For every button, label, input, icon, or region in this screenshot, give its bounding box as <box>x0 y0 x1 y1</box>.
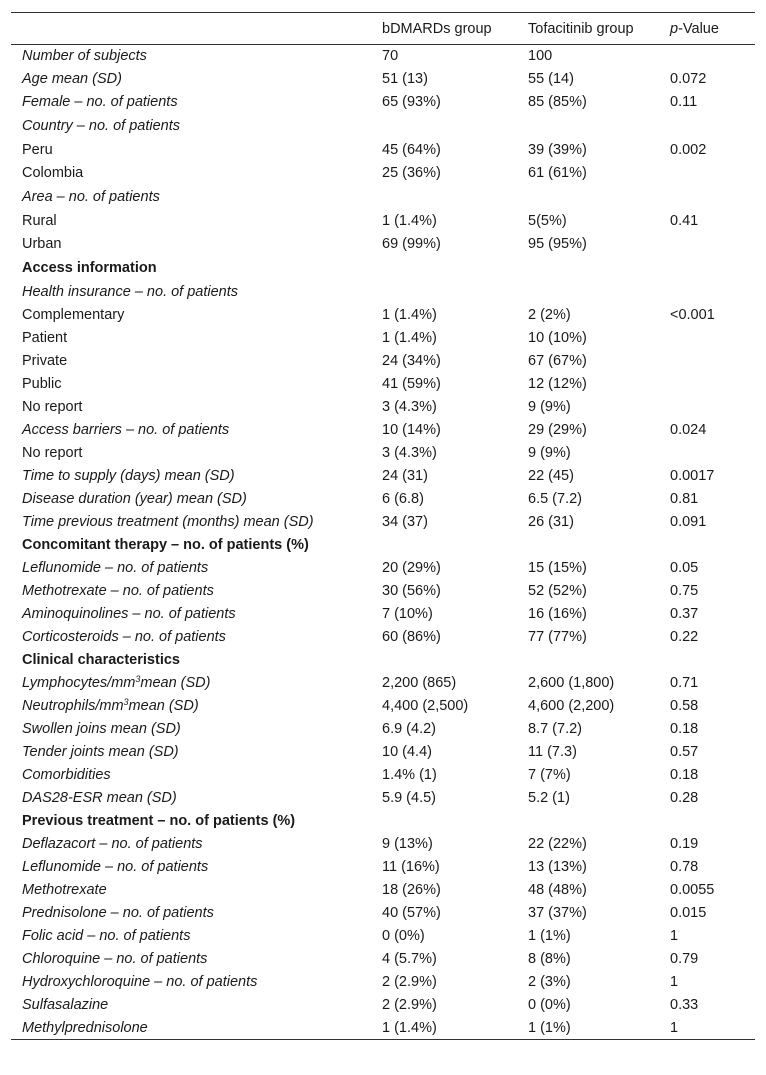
p-value <box>658 185 755 210</box>
p-value <box>658 114 755 139</box>
p-value: 1 <box>670 928 679 944</box>
row-label: Corticosteroids – no. of patients <box>22 629 226 645</box>
p-value <box>658 442 755 465</box>
tofacitinib-value: 15 (15%) <box>528 560 587 576</box>
tofacitinib-value: 13 (13%) <box>528 859 587 875</box>
row-label: No report <box>22 445 83 461</box>
header-tofacitinib-group: Tofacitinib group <box>528 20 634 37</box>
bdmards-value: 2 (2.9%) <box>382 997 437 1013</box>
bdmards-value: 20 (29%) <box>382 560 441 576</box>
bdmards-value <box>370 534 516 557</box>
row-label: Age mean (SD) <box>22 71 122 87</box>
bdmards-value: 7 (10%) <box>382 606 433 622</box>
table-container <box>11 12 755 1040</box>
table-row <box>11 1017 755 1040</box>
bdmards-value: 9 (13%) <box>382 836 433 852</box>
p-value: 1 <box>670 1019 679 1036</box>
p-value <box>658 162 755 185</box>
header-p-value: p-Value <box>670 20 719 37</box>
row-label: Tender joints mean (SD) <box>22 744 179 760</box>
row-label: Access barriers – no. of patients <box>22 422 230 438</box>
bdmards-value <box>370 256 516 281</box>
tofacitinib-value: 12 (12%) <box>528 376 587 392</box>
table-row <box>11 672 755 695</box>
p-value: 0.33 <box>670 997 699 1013</box>
p-value: 0.072 <box>670 71 707 87</box>
bdmards-value: 1 (1.4%) <box>382 307 437 323</box>
row-label: Lymphocytes/$mm^3mean$ (SD) <box>22 674 211 691</box>
bdmards-value: 41 (59%) <box>382 376 441 392</box>
tofacitinib-value: 2,600 (1,800) <box>528 675 615 691</box>
bdmards-value: 0 (0%) <box>382 928 425 944</box>
p-value: 0.05 <box>670 560 699 576</box>
tofacitinib-value: 26 (31) <box>528 514 574 530</box>
header-label-column <box>11 13 370 45</box>
table-row <box>11 281 755 304</box>
bdmards-value: 18 (26%) <box>382 882 441 898</box>
bdmards-value: 10 (14%) <box>382 422 441 438</box>
tofacitinib-value: 5(5%) <box>528 213 567 229</box>
bdmards-value: 3 (4.3%) <box>382 445 437 461</box>
p-value: 0.11 <box>670 94 698 110</box>
table-row <box>11 787 755 810</box>
p-value: 0.71 <box>670 675 699 691</box>
bdmards-value: 24 (31) <box>382 468 428 484</box>
table-row <box>11 810 755 833</box>
bdmards-value: 30 (56%) <box>382 583 441 599</box>
table-row <box>11 210 755 233</box>
row-label: Leflunomide – no. of patients <box>22 859 209 875</box>
p-value: 0.002 <box>670 142 707 158</box>
p-value <box>658 373 755 396</box>
table-row <box>11 488 755 511</box>
p-value: 0.37 <box>670 606 699 622</box>
tofacitinib-value: 1 (1%) <box>528 1019 571 1036</box>
bdmards-value: 25 (36%) <box>382 165 441 181</box>
row-label: Peru <box>22 142 53 158</box>
tofacitinib-value: 55 (14) <box>528 71 574 87</box>
p-value: 0.0055 <box>670 882 715 898</box>
tofacitinib-value: 8 (8%) <box>528 951 571 967</box>
p-value: 0.78 <box>670 859 699 875</box>
table-row <box>11 856 755 879</box>
table-row <box>11 833 755 856</box>
tofacitinib-value: 16 (16%) <box>528 606 587 622</box>
p-value: 0.75 <box>670 583 699 599</box>
row-label: Country – no. of patients <box>22 118 180 134</box>
tofacitinib-value <box>516 649 658 672</box>
table-row <box>11 948 755 971</box>
row-label: Previous treatment – no. of patients (%) <box>22 813 296 829</box>
tofacitinib-value: 11 (7.3) <box>528 744 577 760</box>
tofacitinib-value <box>516 114 658 139</box>
tofacitinib-value <box>516 534 658 557</box>
row-label: Methotrexate – no. of patients <box>22 583 214 599</box>
table-row <box>11 396 755 419</box>
p-value: 0.22 <box>670 629 699 645</box>
table-row <box>11 557 755 580</box>
tofacitinib-value: 0 (0%) <box>528 997 571 1013</box>
table-row <box>11 971 755 994</box>
p-value: 0.0017 <box>670 468 715 484</box>
p-value: 0.024 <box>670 422 707 438</box>
table-row <box>11 114 755 139</box>
row-label: Health insurance – no. of patients <box>22 284 239 300</box>
p-value: 0.81 <box>670 491 699 507</box>
tofacitinib-value: 85 (85%) <box>528 94 587 110</box>
tofacitinib-value: 77 (77%) <box>528 629 587 645</box>
p-value <box>658 810 755 833</box>
table-row <box>11 879 755 902</box>
table-row <box>11 139 755 162</box>
tofacitinib-value: 39 (39%) <box>528 142 587 158</box>
p-value: 0.79 <box>670 951 699 967</box>
row-label: Swollen joins mean (SD) <box>22 721 181 737</box>
tofacitinib-value: 48 (48%) <box>528 882 587 898</box>
row-label: Leflunomide – no. of patients <box>22 560 209 576</box>
tofacitinib-value: 9 (9%) <box>528 399 571 415</box>
table-body <box>11 45 755 1040</box>
bdmards-value: 70 <box>382 48 399 65</box>
tofacitinib-value: 22 (45) <box>528 468 574 484</box>
tofacitinib-value: 95 (95%) <box>528 236 587 252</box>
p-value: 0.19 <box>670 836 699 852</box>
p-value: 0.57 <box>670 744 699 760</box>
tofacitinib-value: 1 (1%) <box>528 928 571 944</box>
tofacitinib-value: 10 (10%) <box>528 330 587 346</box>
row-label: DAS28-ESR mean (SD) <box>22 790 177 806</box>
header-bdmards-group: bDMARDs group <box>382 20 492 37</box>
p-value <box>658 350 755 373</box>
bdmards-value: 45 (64%) <box>382 142 441 158</box>
bdmards-value <box>370 810 516 833</box>
table-row <box>11 534 755 557</box>
bdmards-value <box>370 281 516 304</box>
tofacitinib-value: 8.7 (7.2) <box>528 721 582 737</box>
table-row <box>11 68 755 91</box>
p-value: 0.58 <box>670 698 699 714</box>
bdmards-value: 34 (37) <box>382 514 428 530</box>
tofacitinib-value: 7 (7%) <box>528 767 571 783</box>
p-value: 0.28 <box>670 790 699 806</box>
tofacitinib-value <box>516 810 658 833</box>
row-label: Neutrophils/$mm^3mean$ (SD) <box>22 697 199 714</box>
row-label: Colombia <box>22 165 84 181</box>
row-label: Rural <box>22 213 57 229</box>
bdmards-value: 5.9 (4.5) <box>382 790 436 806</box>
bdmards-value: 51 (13) <box>382 71 428 87</box>
row-label: Hydroxychloroquine – no. of patients <box>22 974 258 990</box>
p-value: 0.091 <box>670 514 707 530</box>
tofacitinib-value: 22 (22%) <box>528 836 587 852</box>
row-label: Aminoquinolines – no. of patients <box>22 606 236 622</box>
table-row <box>11 603 755 626</box>
p-value: 0.41 <box>670 213 699 229</box>
p-value <box>658 649 755 672</box>
p-value <box>658 327 755 350</box>
table-row <box>11 718 755 741</box>
bdmards-value: 11 (16%) <box>382 859 440 875</box>
table-row <box>11 162 755 185</box>
bdmards-value: 24 (34%) <box>382 353 441 369</box>
table-row <box>11 511 755 534</box>
tofacitinib-value: 61 (61%) <box>528 165 587 181</box>
bdmards-value: 2,200 (865) <box>382 675 457 691</box>
p-value: 1 <box>670 974 679 990</box>
row-label: Private <box>22 353 68 369</box>
p-value <box>658 396 755 419</box>
row-label: Prednisolone – no. of patients <box>22 905 214 921</box>
table-row <box>11 91 755 114</box>
table-row <box>11 373 755 396</box>
tofacitinib-value: 2 (2%) <box>528 307 571 323</box>
table-row <box>11 442 755 465</box>
row-label: Time to supply (days) mean (SD) <box>22 468 235 484</box>
row-label: Concomitant therapy – no. of patients (%) <box>22 537 309 553</box>
tofacitinib-value: 67 (67%) <box>528 353 587 369</box>
row-label: Folic acid – no. of patients <box>22 928 191 944</box>
table-row <box>11 649 755 672</box>
tofacitinib-value: 9 (9%) <box>528 445 571 461</box>
table-header-row <box>11 13 755 45</box>
tofacitinib-value: 6.5 (7.2) <box>528 491 582 507</box>
bdmards-value <box>370 114 516 139</box>
row-label: Methylprednisolone <box>22 1019 148 1036</box>
tofacitinib-value: 5.2 (1) <box>528 790 570 806</box>
row-label: Comorbidities <box>22 767 111 783</box>
table-row <box>11 741 755 764</box>
table-row <box>11 902 755 925</box>
row-label: Number of subjects <box>22 48 147 65</box>
row-label: Methotrexate <box>22 882 107 898</box>
tofacitinib-value <box>516 256 658 281</box>
bdmards-value: 40 (57%) <box>382 905 441 921</box>
p-value <box>658 256 755 281</box>
row-label: Public <box>22 376 62 392</box>
row-label: Complementary <box>22 307 125 323</box>
baseline-characteristics-table <box>11 12 755 1040</box>
row-label: Deflazacort – no. of patients <box>22 836 203 852</box>
p-value <box>658 233 755 256</box>
bdmards-value: 2 (2.9%) <box>382 974 437 990</box>
row-label: Chloroquine – no. of patients <box>22 951 208 967</box>
p-value: <0.001 <box>670 307 715 323</box>
bdmards-value: 10 (4.4) <box>382 744 432 760</box>
bdmards-value: 4 (5.7%) <box>382 951 437 967</box>
table-row <box>11 350 755 373</box>
table-row <box>11 925 755 948</box>
p-value <box>658 534 755 557</box>
bdmards-value: 6 (6.8) <box>382 491 424 507</box>
table-row <box>11 764 755 787</box>
table-row <box>11 419 755 442</box>
row-label: Sulfasalazine <box>22 997 109 1013</box>
row-label: Clinical characteristics <box>22 652 180 668</box>
bdmards-value: 60 (86%) <box>382 629 441 645</box>
tofacitinib-value: 100 <box>528 48 553 65</box>
tofacitinib-value <box>516 185 658 210</box>
bdmards-value <box>370 649 516 672</box>
table-row <box>11 233 755 256</box>
bdmards-value: 4,400 (2,500) <box>382 698 469 714</box>
bdmards-value: 1 (1.4%) <box>382 330 437 346</box>
table-row <box>11 695 755 718</box>
tofacitinib-value <box>516 281 658 304</box>
p-value <box>658 45 755 68</box>
tofacitinib-value: 29 (29%) <box>528 422 587 438</box>
table-row <box>11 994 755 1017</box>
row-label: Disease duration (year) mean (SD) <box>22 491 247 507</box>
table-row <box>11 580 755 603</box>
bdmards-value: 69 (99%) <box>382 236 441 252</box>
table-row <box>11 256 755 281</box>
bdmards-value: 6.9 (4.2) <box>382 721 436 737</box>
table-row <box>11 327 755 350</box>
bdmards-value: 1 (1.4%) <box>382 1019 437 1036</box>
bdmards-value: 1 (1.4%) <box>382 213 437 229</box>
tofacitinib-value: 52 (52%) <box>528 583 587 599</box>
row-label: Time previous treatment (months) mean (SD) <box>22 514 314 530</box>
table-row <box>11 626 755 649</box>
p-value <box>658 281 755 304</box>
bdmards-value <box>370 185 516 210</box>
bdmards-value: 1.4% (1) <box>382 767 437 783</box>
p-value: 0.18 <box>670 767 699 783</box>
p-value: 0.18 <box>670 721 699 737</box>
bdmards-value: 3 (4.3%) <box>382 399 437 415</box>
table-row <box>11 185 755 210</box>
table-row <box>11 304 755 327</box>
row-label: Access information <box>22 260 157 276</box>
table-row <box>11 45 755 68</box>
tofacitinib-value: 4,600 (2,200) <box>528 698 615 714</box>
table-row <box>11 465 755 488</box>
row-label: Urban <box>22 236 62 252</box>
bdmards-value: 65 (93%) <box>382 94 441 110</box>
row-label: Female – no. of patients <box>22 94 178 110</box>
tofacitinib-value: 2 (3%) <box>528 974 571 990</box>
row-label: No report <box>22 399 83 415</box>
row-label: Area – no. of patients <box>22 189 160 205</box>
row-label: Patient <box>22 330 68 346</box>
tofacitinib-value: 37 (37%) <box>528 905 587 921</box>
p-value: 0.015 <box>670 905 707 921</box>
